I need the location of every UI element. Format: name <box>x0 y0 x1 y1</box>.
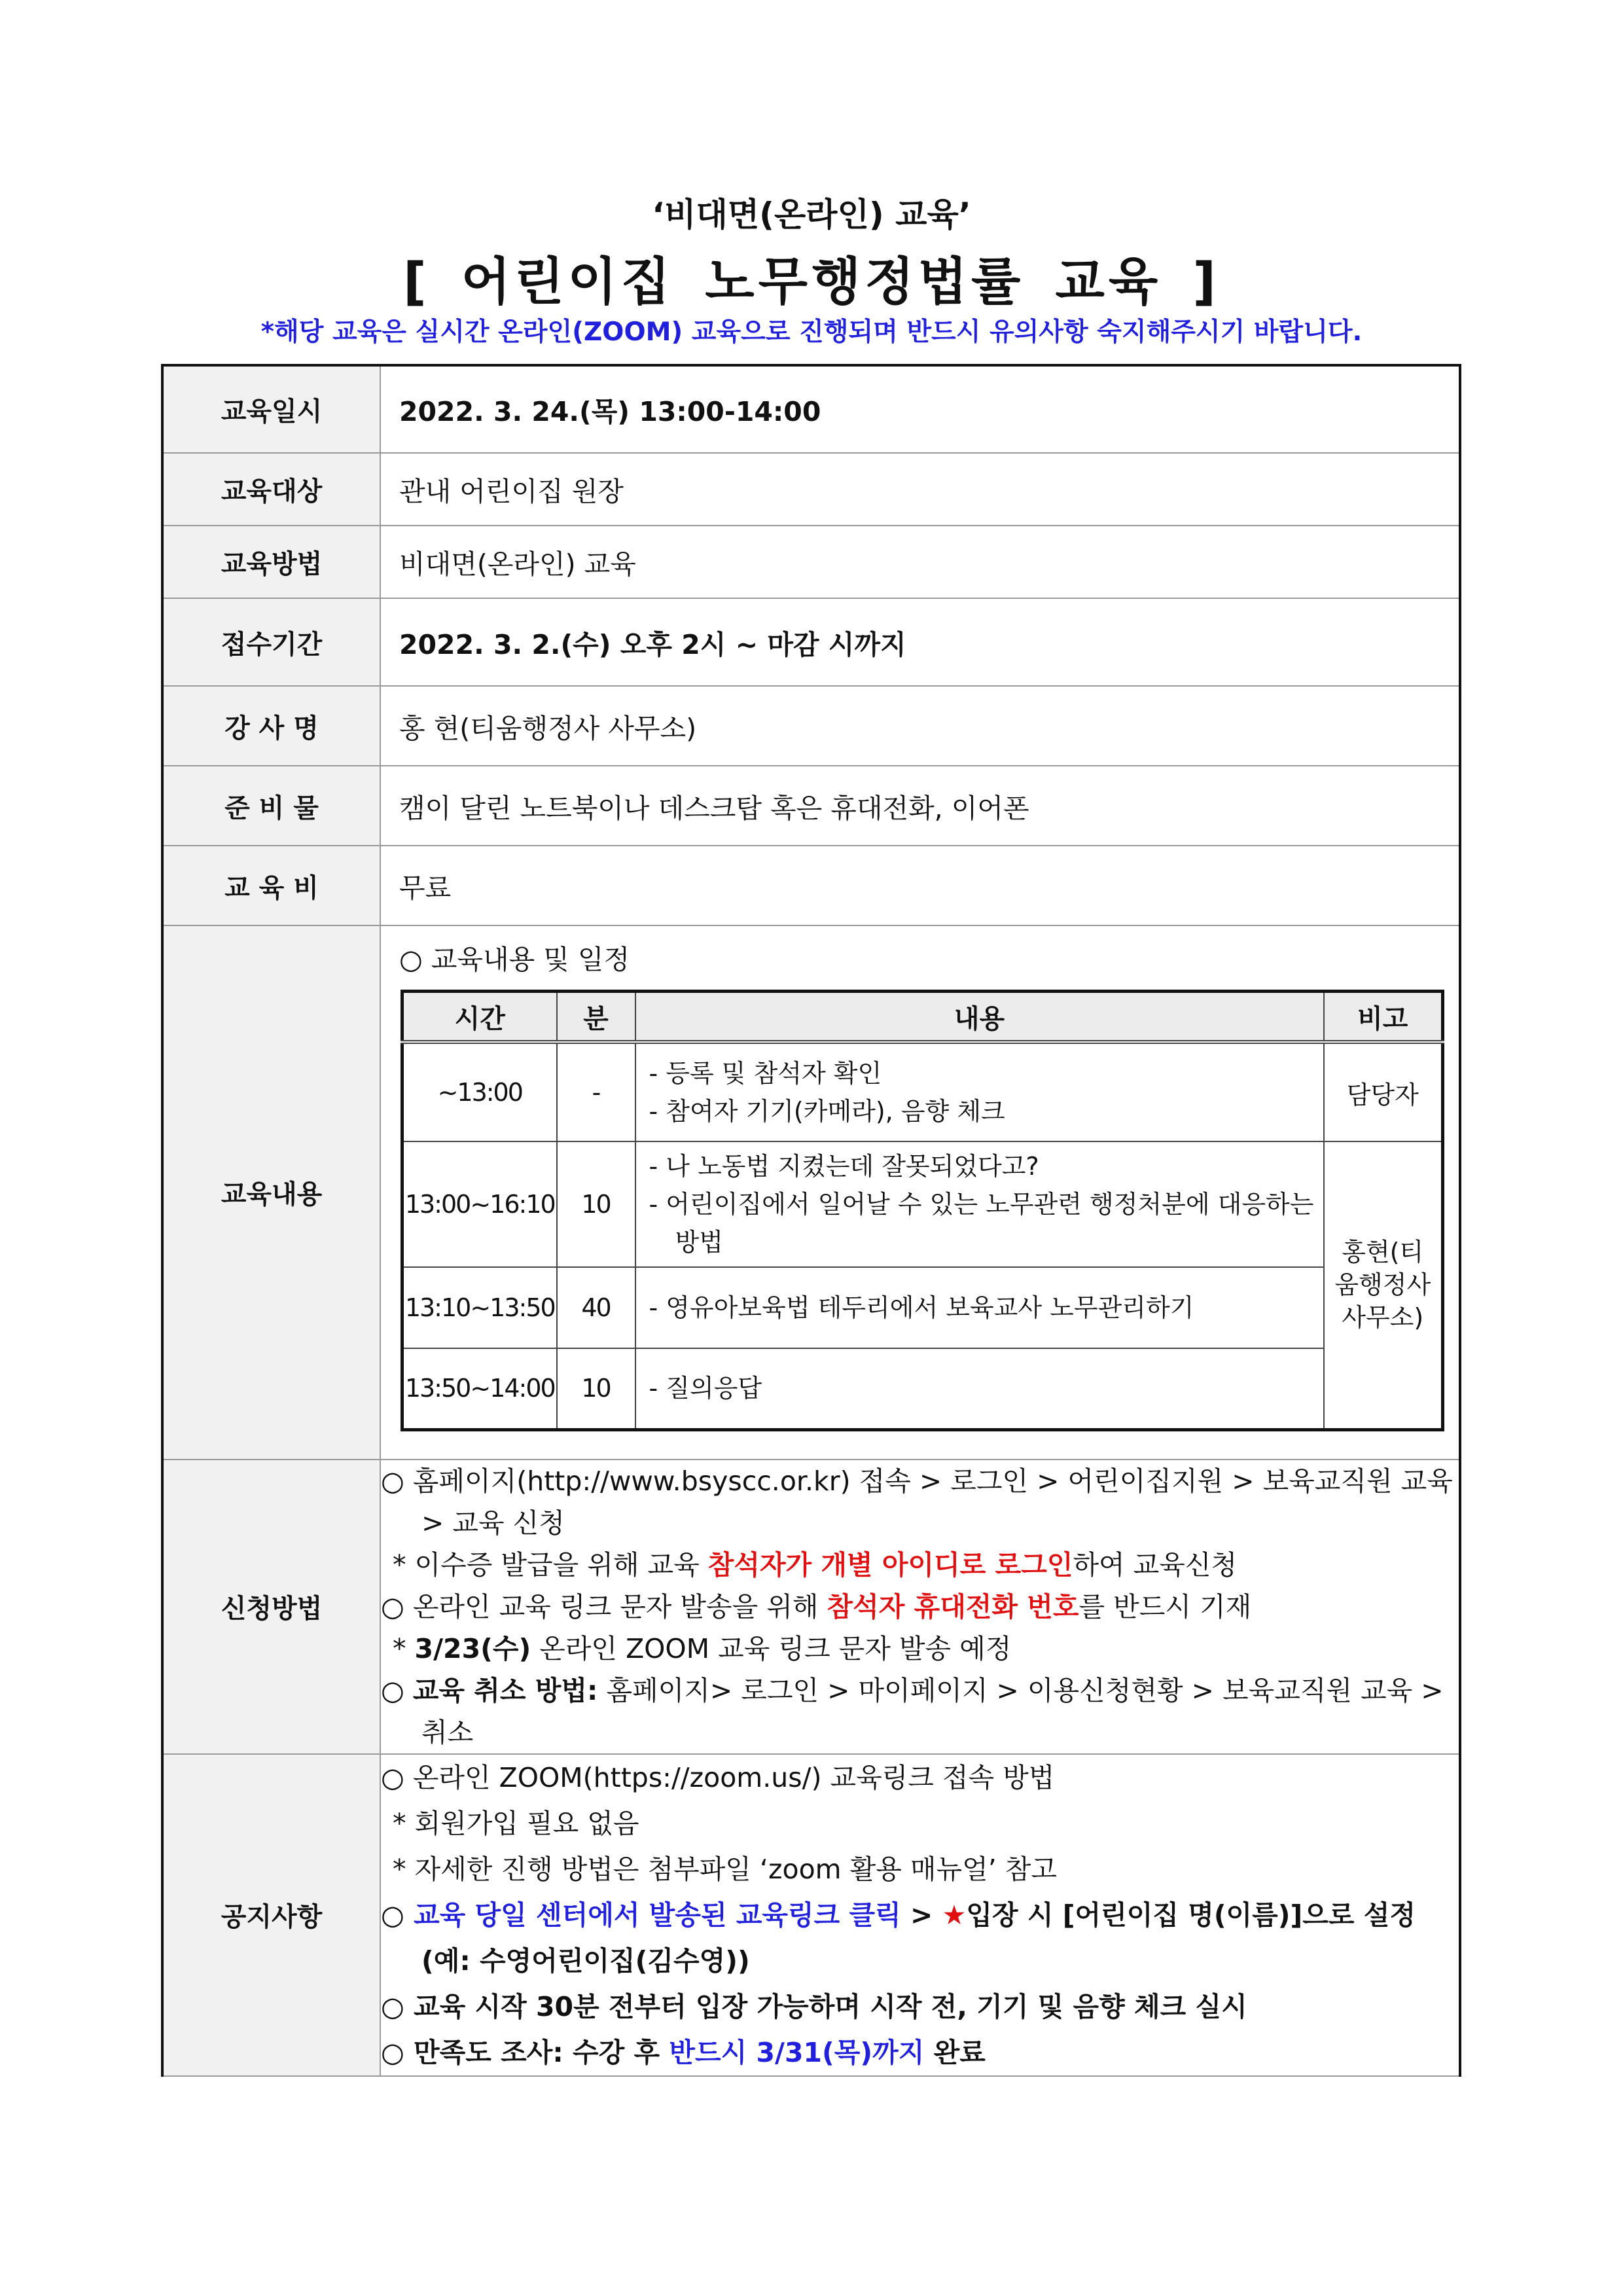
schedule-header <box>402 992 1443 1043</box>
row-date <box>162 365 1460 453</box>
schedule-time: ~13:00 <box>402 1042 557 1141</box>
schedule-line: - 등록 및 참석자 확인 <box>649 1059 882 1088</box>
schedule-header-content: 내용 <box>635 992 1324 1043</box>
apply-highlight-login: 참석자가 개별 아이디로 로그인 <box>707 1549 1073 1581</box>
schedule-row <box>402 1042 1443 1141</box>
apply-line-5: ○ 교육 취소 방법: 홈페이지> 로그인 > 마이페이지 > 이용신청현황 > 보육교직원 교육 > 취소 <box>381 1674 1444 1748</box>
row-materials <box>162 766 1460 846</box>
schedule-line: - 나 노동법 지켰는데 잘못되었다고? <box>649 1152 1039 1181</box>
notes-highlight-deadline: 반드시 3/31(목)까지 <box>669 2036 925 2068</box>
star-icon: ★ <box>942 1899 967 1931</box>
schedule-header-time: 시간 <box>402 992 557 1043</box>
row-notes <box>162 1754 1460 2076</box>
apply-line-1: ○ 홈페이지(http://www.bsyscc.or.kr) 접속 > 로그인 > 어린이집지원 > 보육교직원 교육 > 교육 신청 <box>381 1465 1453 1539</box>
apply-line-2: * 이수증 발급을 위해 교육 참석자가 개별 아이디로 로그인하여 교육신청 <box>393 1549 1238 1581</box>
label-fee: 교 육 비 <box>162 846 380 925</box>
schedule-line: - 어린이집에서 일어날 수 있는 노무관련 행정처분에 대응하는 방법 <box>649 1190 1314 1257</box>
label-materials: 준 비 물 <box>162 766 380 846</box>
schedule-line: - 질의응답 <box>649 1374 762 1403</box>
schedule-row <box>402 1267 1443 1348</box>
row-fee <box>162 846 1460 925</box>
schedule-note: 홍현(티움행정사 사무소) <box>1324 1141 1443 1429</box>
notes-line-4: ○ 교육 당일 센터에서 발송된 교육링크 클릭 > ★입장 시 [어린이집 명(이름)]으로 설정 (예: 수영어린이집(김수영)) <box>381 1899 1416 1977</box>
notes-line-3: * 자세한 진행 방법은 첨부파일 ‘zoom 활용 매뉴얼’ 참고 <box>393 1853 1057 1885</box>
value-materials: 캠이 달린 노트북이나 데스크탑 혹은 휴대전화, 이어폰 <box>380 766 1460 846</box>
notice-banner: *해당 교육은 실시간 온라인(ZOOM) 교육으로 진행되며 반드시 유의사항 숙지해주시기 바랍니다. <box>260 317 1363 347</box>
row-content <box>162 925 1460 1460</box>
document-subtitle: ‘비대면(온라인) 교육’ <box>652 196 971 234</box>
notes-line-1: ○ 온라인 ZOOM(https://zoom.us/) 교육링크 접속 방법 <box>381 1761 1055 1793</box>
row-method <box>162 526 1460 598</box>
schedule-header-min: 분 <box>557 992 635 1043</box>
schedule-note: 담당자 <box>1324 1042 1443 1141</box>
value-fee: 무료 <box>380 846 1460 925</box>
schedule-header-note: 비고 <box>1324 992 1443 1043</box>
apply-line-4: * 3/23(수) 온라인 ZOOM 교육 링크 문자 발송 예정 <box>393 1632 1012 1664</box>
label-notes: 공지사항 <box>162 1754 380 2076</box>
notes-line-5: ○ 교육 시작 30분 전부터 입장 가능하며 시작 전, 기기 및 음향 체크 실시 <box>381 1990 1247 2022</box>
apply-highlight-phone: 참석자 휴대전화 번호 <box>827 1590 1079 1623</box>
label-method: 교육방법 <box>162 526 380 598</box>
value-target: 관내 어린이집 원장 <box>380 453 1460 526</box>
label-target: 교육대상 <box>162 453 380 526</box>
info-table <box>161 364 1461 2077</box>
schedule-min: 10 <box>557 1141 635 1267</box>
document-title: [ 어린이집 노무행정법률 교육 ] <box>402 253 1221 312</box>
label-apply: 신청방법 <box>162 1460 380 1754</box>
notes-line-6: ○ 만족도 조사: 수강 후 반드시 3/31(목)까지 완료 <box>381 2036 986 2068</box>
schedule-row <box>402 1348 1443 1429</box>
schedule-min: - <box>557 1042 635 1141</box>
row-lecturer <box>162 686 1460 766</box>
schedule-row <box>402 1141 1443 1267</box>
schedule-min: 40 <box>557 1267 635 1348</box>
schedule-line: - 참여자 기기(카메라), 음향 체크 <box>649 1097 1005 1126</box>
label-content: 교육내용 <box>162 925 380 1460</box>
notes-line-2: * 회원가입 필요 없음 <box>393 1807 639 1839</box>
schedule-intro: ○ 교육내용 및 일정 <box>399 944 630 975</box>
schedule-time: 13:50~14:00 <box>402 1348 557 1429</box>
apply-line-3: ○ 온라인 교육 링크 문자 발송을 위해 참석자 휴대전화 번호를 반드시 기재 <box>381 1590 1252 1623</box>
value-lecturer: 홍 현(티움행정사 사무소) <box>380 686 1460 766</box>
value-method: 비대면(온라인) 교육 <box>380 526 1460 598</box>
label-lecturer: 강 사 명 <box>162 686 380 766</box>
schedule-time: 13:00~16:10 <box>402 1141 557 1267</box>
value-period: 2022. 3. 2.(수) 오후 2시 ~ 마감 시까지 <box>380 598 1460 686</box>
label-period: 접수기간 <box>162 598 380 686</box>
schedule-line: - 영유아보육법 테두리에서 보육교사 노무관리하기 <box>649 1293 1194 1322</box>
row-period <box>162 598 1460 686</box>
schedule-table <box>401 990 1444 1431</box>
label-date: 교육일시 <box>162 365 380 453</box>
schedule-time: 13:10~13:50 <box>402 1267 557 1348</box>
schedule-min: 10 <box>557 1348 635 1429</box>
notes-highlight-link: 교육 당일 센터에서 발송된 교육링크 클릭 <box>414 1899 901 1931</box>
value-date: 2022. 3. 24.(목) 13:00-14:00 <box>380 365 1460 453</box>
row-apply <box>162 1460 1460 1754</box>
row-target <box>162 453 1460 526</box>
